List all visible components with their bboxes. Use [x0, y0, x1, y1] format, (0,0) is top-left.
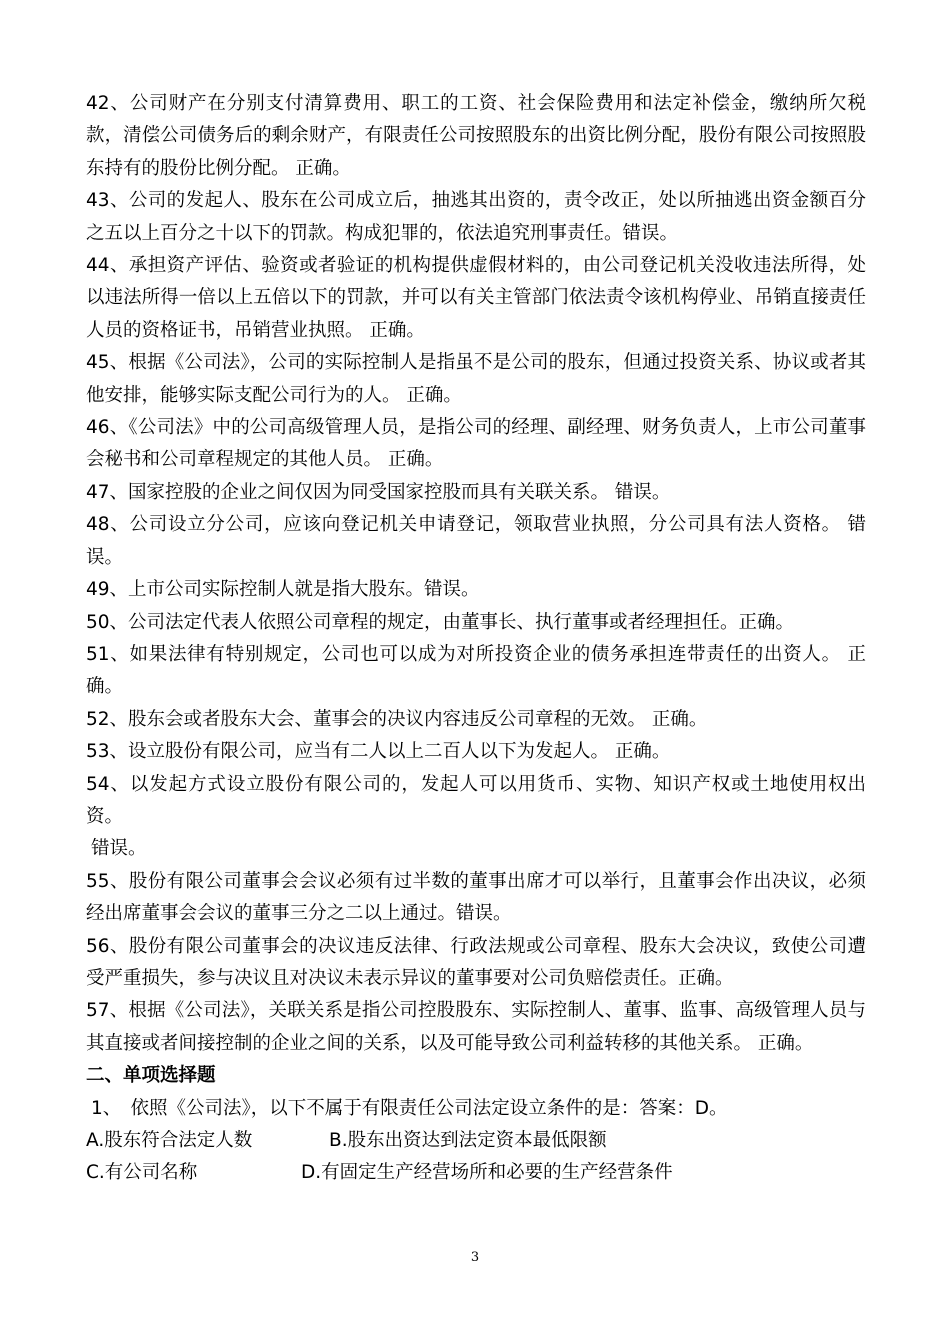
option-a: A.股东符合法定人数: [86, 1129, 253, 1151]
item-48: 48、公司设立分公司，应该向登记机关申请登记，领取营业执照，分公司具有法人资格。 错误。: [86, 514, 866, 568]
question-1-stem: 1、 依照《公司法》，以下不属于有限责任公司法定设立条件的是：答案：D。: [91, 1097, 728, 1119]
item-44: 44、承担资产评估、验资或者验证的机构提供虚假材料的，由公司登记机关没收违法所得，处以违法所得一倍以上五倍以下的罚款，并可以有关主管部门依法责令该机构停业、吊销直接责任人员的资格证书，吊销营业执照。 正确。: [86, 255, 866, 341]
option-d: D.有固定生产经营场所和必要的生产经营条件: [301, 1161, 673, 1183]
item-42: 42、公司财产在分别支付清算费用、职工的工资、社会保险费用和法定补偿金，缴纳所欠税款，清偿公司债务后的剩余财产，有限责任公司按照股东的出资比例分配，股份有限公司按照股东持有的股份比例分配。 正确。: [86, 93, 866, 179]
document-body: [86, 88, 866, 1189]
section-title: 二、单项选择题: [86, 1065, 216, 1087]
item-50: 50、公司法定代表人依照公司章程的规定，由董事长、执行董事或者经理担任。正确。: [86, 611, 795, 633]
item-51: 51、如果法律有特别规定，公司也可以成为对所投资企业的债务承担连带责任的出资人。 正确。: [86, 643, 866, 698]
question-1-options-row-1: [86, 1125, 866, 1157]
item-43: 43、公司的发起人、股东在公司成立后，抽逃其出资的，责令改正，处以所抽逃出资金额百分之五以上百分之十以下的罚款。构成犯罪的，依法追究刑事责任。错误。: [86, 190, 866, 244]
question-1-options-row-2: [86, 1157, 866, 1189]
item-45: 45、根据《公司法》，公司的实际控制人是指虽不是公司的股东，但通过投资关系、协议或者其他安排，能够实际支配公司行为的人。 正确。: [86, 352, 866, 406]
item-56: 56、股份有限公司董事会的决议违反法律、行政法规或公司章程、股东大会决议，致使公司遭受严重损失，参与决议且对决议未表示异议的董事要对公司负赔偿责任。正确。: [86, 935, 866, 989]
item-55: 55、股份有限公司董事会会议必须有过半数的董事出席才可以举行，且董事会作出决议，必须经出席董事会会议的董事三分之二以上通过。错误。: [86, 870, 866, 925]
item-57: 57、根据《公司法》，关联关系是指公司控股股东、实际控制人、董事、监事、高级管理人员与其直接或者间接控制的企业之间的关系，以及可能导致公司利益转移的其他关系。 正确。: [86, 1000, 866, 1054]
page-number: 3: [470, 1250, 480, 1265]
item-52: 52、股东会或者股东大会、董事会的决议内容违反公司章程的无效。 正确。: [86, 708, 708, 730]
item-53: 53、设立股份有限公司，应当有二人以上二百人以下为发起人。 正确。: [86, 741, 671, 763]
item-47: 47、国家控股的企业之间仅因为同受国家控股而具有关联关系。 错误。: [86, 481, 671, 503]
item-49: 49、上市公司实际控制人就是指大股东。错误。: [86, 579, 480, 601]
item-54-answer: 错误。: [91, 838, 147, 860]
item-46: 46、《公司法》中的公司高级管理人员，是指公司的经理、副经理、财务负责人，上市公司董事会秘书和公司章程规定的其他人员。 正确。: [86, 417, 866, 471]
option-c: C.有公司名称: [86, 1161, 198, 1183]
option-b: B.股东出资达到法定资本最低限额: [329, 1129, 607, 1151]
item-54: 54、以发起方式设立股份有限公司的，发起人可以用货币、实物、知识产权或土地使用权出资。: [86, 773, 866, 827]
